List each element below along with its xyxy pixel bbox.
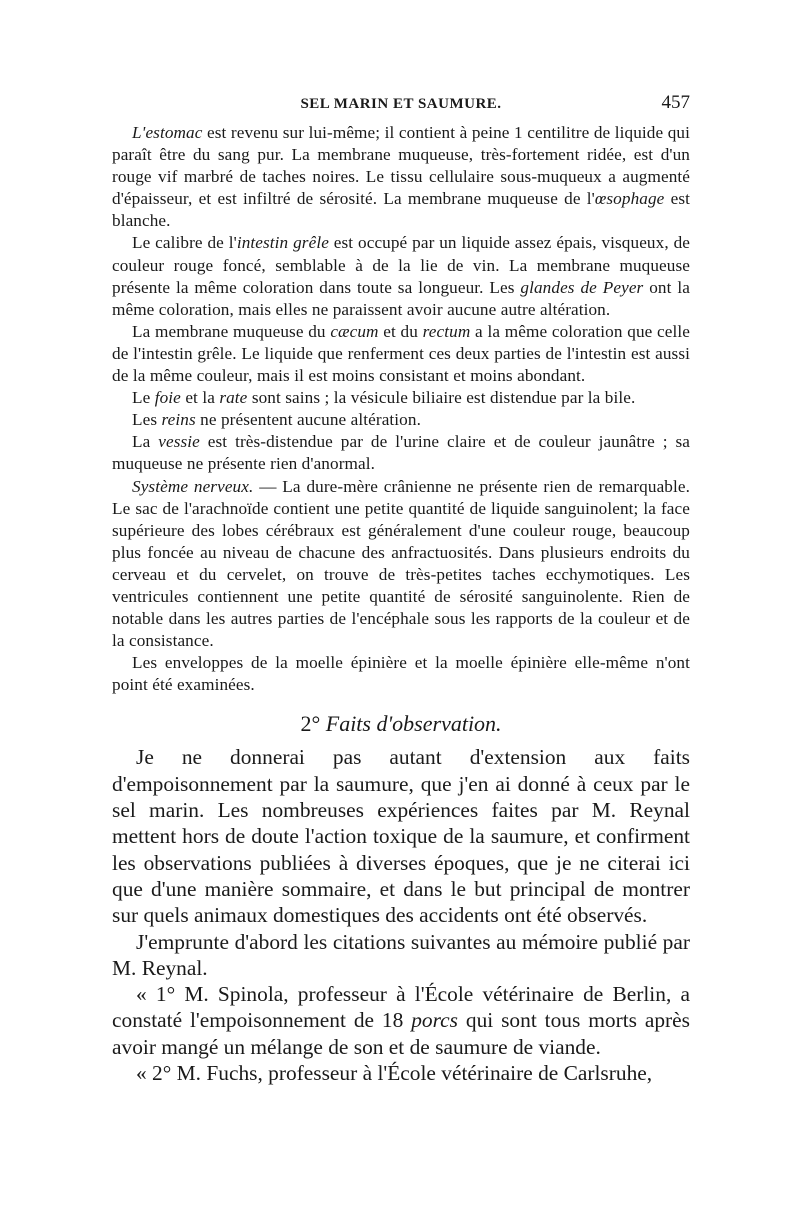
text-run: Le: [132, 388, 155, 408]
italic-term: reins: [161, 410, 196, 430]
italic-term: Système nerveux.: [132, 476, 254, 496]
italic-term: vessie: [158, 432, 200, 452]
text-run: « 2° M. Fuchs, professeur à l'École vétérinaire de Carlsruhe,: [136, 1061, 653, 1085]
section-heading: [112, 710, 690, 738]
page-header: [112, 92, 690, 122]
text-run: — La dure-mère crânienne ne présente rien de remarquable. Le sac de l'arachnoïde contient une petite quantité de liquide sanguinolent; la face supérieure des lobes cérébraux est généralement d'une couleur rouge, beaucoup plus foncée au niveau de chacune des anfractuosités. Dans plusieurs endroits du cerveau et du cervelet, on trouve de très-petites taches ecchymotiques. Les ventricules contiennent une petite quantité de sérosité sanguinolente. Rien de notable dans les autres parties de l'encéphale sous les rapports de la couleur et de la consistance.: [112, 476, 690, 651]
italic-term: rectum: [422, 321, 471, 341]
observation-text: [112, 744, 690, 1086]
italic-term: cæcum: [330, 321, 379, 341]
text-run: a la même coloration que celle de l'intestin grêle. Le liquide que renferment ces deux parties de l'intestin est aussi de la même couleur, mais il est moins consistant et moins abondant.: [112, 321, 690, 386]
text-run: Le calibre de l': [132, 233, 237, 253]
text-run: Je ne donnerai pas autant d'extension aux faits d'empoisonnement par la saumure, que j'en ai donné à ceux par le sel marin. Les nombreuses expériences faites par M. Reynal mettent hors de doute l'action toxique de la saumure, et confirment les observations publiées à diverses époques, que je ne citerai ici que d'une manière sommaire, et dans le but principal de montrer sur quels animaux domestiques des accidents ont été observés.: [112, 745, 690, 928]
paragraph: [112, 387, 690, 409]
paragraph: [112, 431, 690, 475]
page-number: 457: [661, 92, 690, 113]
text-run: La: [132, 432, 159, 452]
text-run: Les: [132, 410, 162, 430]
text-run: « 1° M. Spinola, professeur à l'École vétérinaire de Berlin, a constaté l'empoisonnement de 18: [112, 982, 690, 1033]
italic-term: estomac: [145, 123, 203, 142]
paragraph: [112, 122, 690, 232]
text-run: sont sains ; la vésicule biliaire est distendue par la bile.: [247, 388, 636, 408]
text-run: est blanche.: [112, 189, 690, 231]
text-run: et du: [378, 321, 423, 341]
book-page: [112, 92, 690, 1086]
italic-term: foie: [154, 388, 181, 408]
paragraph: [112, 321, 690, 387]
italic-term: intestin grêle: [236, 233, 329, 253]
section-title: Faits d'observation.: [325, 711, 502, 737]
text-run: ne présentent aucune altération.: [195, 410, 421, 430]
italic-term: œsophage: [594, 189, 665, 209]
autopsy-text: [112, 122, 690, 696]
text-run: La membrane muqueuse du: [132, 321, 331, 341]
italic-term: porcs: [411, 1008, 458, 1033]
text-run: est très-distendue par de l'urine claire et de couleur jaunâtre ; sa muqueuse ne présente rien d'anormal.: [112, 432, 690, 474]
text-run: est revenu sur lui-même; il contient à peine 1 centilitre de liquide qui paraît être du sang pur. La membrane muqueuse, très-fortement ridée, est d'un rouge vif marbré de taches noires. Le tissu cellulaire sous-muqueux a augmenté d'épaisseur, et est infiltré de sérosité. La membrane muqueuse de l': [112, 123, 690, 209]
text-run: J'emprunte d'abord les citations suivantes au mémoire publié par M. Reynal.: [112, 929, 690, 980]
section-number: 2°: [300, 711, 321, 737]
italic-term: L': [132, 123, 146, 142]
text-run: ont la même coloration, mais elles ne paraissent avoir aucune autre altération.: [112, 277, 690, 319]
italic-term: glandes de Peyer: [520, 277, 644, 297]
paragraph: [112, 652, 690, 696]
text-run: qui sont tous morts après avoir mangé un mélange de son et de saumure de viande.: [112, 1008, 690, 1059]
text-run: Les enveloppes de la moelle épinière et la moelle épinière elle-même n'ont point été examinées.: [112, 653, 690, 695]
text-run: est occupé par un liquide assez épais, visqueux, de couleur rouge foncé, semblable à de la lie de vin. La membrane muqueuse présente la même coloration dans toute sa longueur. Les: [112, 233, 690, 297]
paragraph: [112, 409, 690, 431]
paragraph: [112, 744, 690, 928]
text-run: et la: [180, 388, 220, 408]
paragraph: [112, 981, 690, 1060]
paragraph: [112, 929, 690, 982]
paragraph: [112, 232, 690, 320]
paragraph: [112, 476, 690, 653]
italic-term: rate: [219, 388, 248, 408]
running-head: SEL MARIN ET SAUMURE.: [300, 96, 502, 112]
paragraph: [112, 1060, 690, 1086]
